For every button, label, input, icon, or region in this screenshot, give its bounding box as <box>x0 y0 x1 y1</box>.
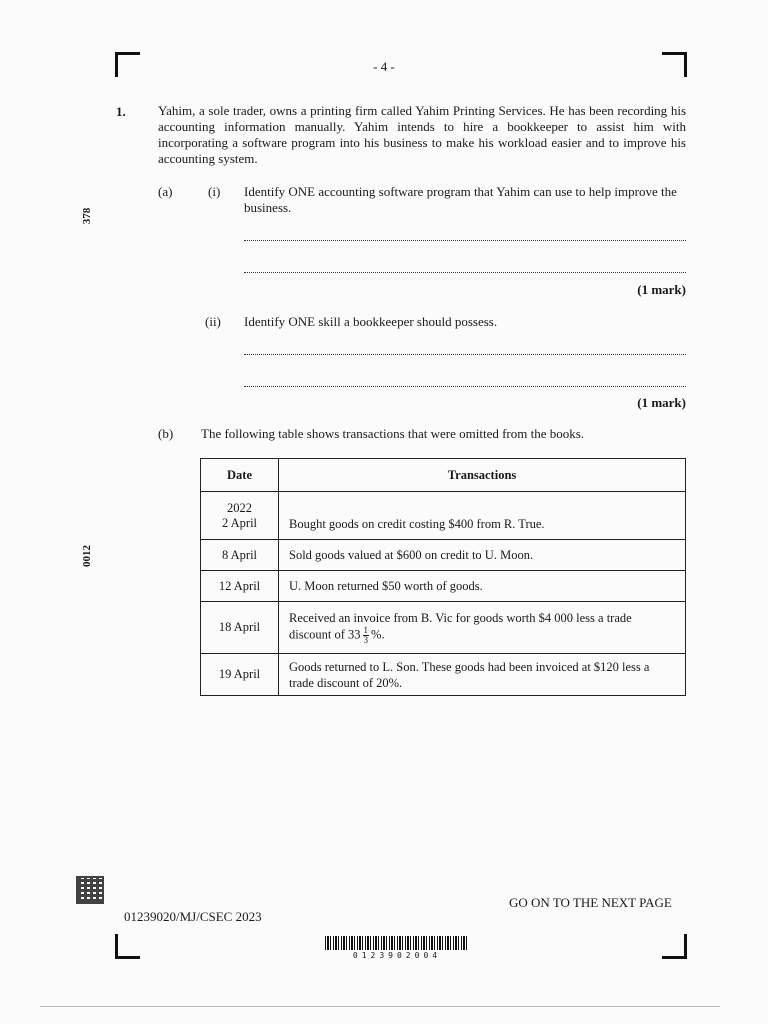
date-cell: 18 April <box>201 602 279 654</box>
corner-mark-bottom-left <box>115 934 140 959</box>
part-a-label: (a) <box>158 184 173 199</box>
answer-line[interactable] <box>244 272 686 273</box>
part-b-text: The following table shows transactions that were omitted from the books. <box>201 426 585 441</box>
transactions-table <box>200 458 686 696</box>
transaction-cell: Sold goods valued at $600 on credit to U. Moon. <box>279 540 686 571</box>
date-cell <box>201 492 279 540</box>
transaction-cell <box>279 602 686 654</box>
page-number: - 4 - <box>373 59 395 74</box>
part-a-i-question: Identify ONE accounting software program that Yahim can use to help improve the business. <box>244 184 677 215</box>
margin-code-middle: 0012 <box>81 545 93 567</box>
table-row <box>201 602 686 654</box>
answer-line[interactable] <box>244 386 686 387</box>
date-cell: 19 April <box>201 654 279 696</box>
percent-suffix: %. <box>371 627 385 642</box>
qr-code <box>76 876 104 904</box>
transaction-text: Received an invoice from B. Vic for goods worth $4 000 less a trade discount of 33 <box>289 611 632 642</box>
next-page-note: GO ON TO THE NEXT PAGE <box>509 895 672 910</box>
paper-code: 01239020/MJ/CSEC 2023 <box>124 909 262 924</box>
column-header-date: Date <box>201 459 279 492</box>
barcode-number: 0123902004 <box>352 951 442 960</box>
answer-line[interactable] <box>244 354 686 355</box>
margin-code-top: 378 <box>81 207 93 225</box>
transaction-cell: U. Moon returned $50 worth of goods. <box>279 571 686 602</box>
part-b-label: (b) <box>158 426 174 441</box>
mark-allocation: (1 mark) <box>637 395 686 410</box>
year-label: 2022 <box>227 500 252 515</box>
date-label: 2 April <box>221 515 258 530</box>
table-row <box>201 492 686 540</box>
table-row <box>201 654 686 696</box>
table-row <box>201 571 686 602</box>
table-header-row <box>201 459 686 492</box>
table-row <box>201 540 686 571</box>
part-a-ii-question: Identify ONE skill a bookkeeper should possess. <box>244 314 498 329</box>
fraction-one-third: $\frac{1}{3}$ <box>363 625 369 645</box>
date-cell: 8 April <box>201 540 279 571</box>
mark-allocation: (1 mark) <box>637 282 686 297</box>
transaction-cell: Goods returned to L. Son. These goods had been invoiced at $120 less a trade discount of 20%. <box>279 654 686 696</box>
date-cell: 12 April <box>201 571 279 602</box>
column-header-transactions: Transactions <box>279 459 686 492</box>
corner-mark-bottom-right <box>662 934 687 959</box>
question-number: 1. <box>116 104 126 119</box>
transaction-cell: Bought goods on credit costing $400 from R. True. <box>279 492 686 540</box>
barcode <box>325 936 469 950</box>
part-a-i-label: (i) <box>208 184 221 199</box>
answer-line[interactable] <box>244 240 686 241</box>
question-intro: Yahim, a sole trader, owns a printing firm called Yahim Printing Services. He has been recording his accounting information manually. Yahim intends to hire a bookkeeper to assist him with incorporating a software program into his business to make his workload easier and to improve his accounting system. <box>158 103 686 166</box>
page-edge-line <box>40 1006 720 1007</box>
part-a-ii-label: (ii) <box>205 314 221 329</box>
